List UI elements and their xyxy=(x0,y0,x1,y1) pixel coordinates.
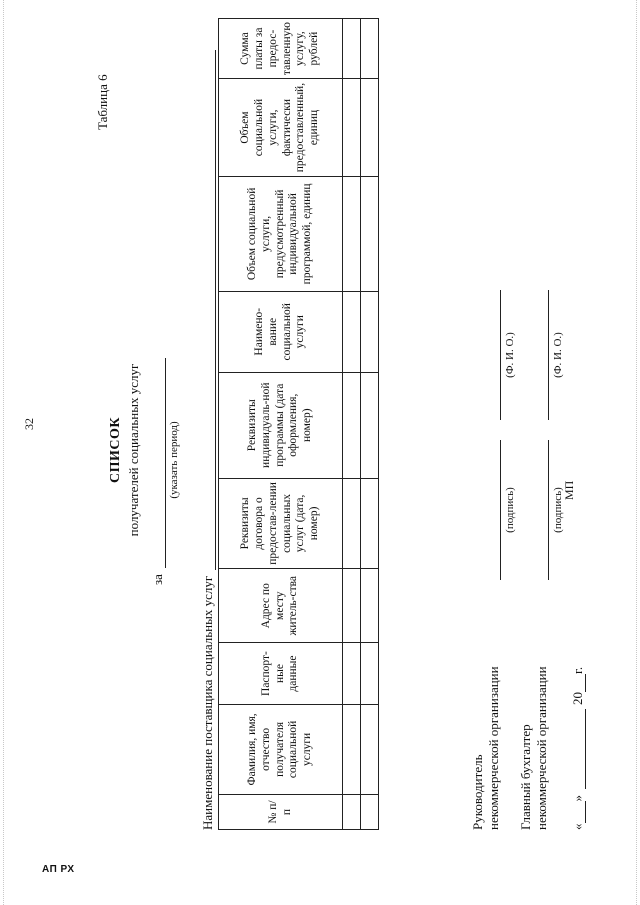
col-header-address: Адрес по месту житель-ства xyxy=(219,569,343,643)
accountant-name-caption: (Ф. И. О.) xyxy=(552,332,564,378)
table-header-row xyxy=(219,19,343,830)
scan-edge-left xyxy=(3,0,4,905)
accountant-signature-line xyxy=(548,440,549,580)
page-number: 32 xyxy=(22,418,36,430)
accountant-signature-caption: (подпись) xyxy=(552,487,564,533)
table-row xyxy=(343,19,361,830)
head-signature-row xyxy=(470,10,520,830)
signature-area xyxy=(460,10,600,830)
accountant-org-label: Главный бухгалтер некоммерческой организации xyxy=(518,666,549,830)
document-title: СПИСОК xyxy=(108,416,123,484)
date-day-line xyxy=(572,802,586,824)
period-row xyxy=(150,358,166,585)
rotated-landscape-content xyxy=(40,10,600,890)
table-label: Таблица 6 xyxy=(95,74,110,130)
head-name-line xyxy=(500,290,501,420)
date-close-quote: » xyxy=(570,795,585,802)
supplier-row xyxy=(200,50,216,830)
col-header-payment: Сумма платы за предос-тавленную услугу, рублей xyxy=(219,19,343,79)
col-header-service-name: Наимено-вание социальной услуги xyxy=(219,291,343,372)
head-name-caption: (Ф. И. О.) xyxy=(504,332,516,378)
period-prefix: за xyxy=(150,574,165,585)
table-row xyxy=(361,19,379,830)
col-header-full-name: Фамилия, имя, отчество получателя социальной услуги xyxy=(219,704,343,794)
date-year-prefix: 20 xyxy=(570,692,585,705)
col-header-program: Реквизиты индивидуаль-ной программы (дата оформления, номер) xyxy=(219,372,343,478)
head-signature-caption: (подпись) xyxy=(504,487,516,533)
period-hint: (указать период) xyxy=(168,421,180,499)
col-header-actual-volume: Объем социальной услуги, фактически предоставленный, единиц xyxy=(219,79,343,177)
accountant-signature-row xyxy=(518,10,568,830)
accountant-name-line xyxy=(548,290,549,420)
head-signature-line xyxy=(500,440,501,580)
supplier-blank-line xyxy=(202,50,216,570)
head-org-label: Руководитель некоммерческой организации xyxy=(470,666,501,830)
col-header-passport: Паспорт-ные данные xyxy=(219,643,343,704)
date-year-line xyxy=(572,674,586,692)
stamp-place-label: МП xyxy=(562,480,576,500)
date-year-suffix: г. xyxy=(570,666,585,674)
date-month-line xyxy=(572,709,586,789)
scan-edge-right xyxy=(636,0,637,905)
recipients-table xyxy=(218,18,379,830)
period-blank-line xyxy=(152,358,166,568)
date-open-quote: « xyxy=(570,823,585,830)
col-header-planned-volume: Объем социальной услуги, предусмотренный индивидуальной программой, единиц xyxy=(219,177,343,292)
col-header-number: № п/п xyxy=(219,795,343,830)
supplier-label: Наименование поставщика социальных услуг xyxy=(200,575,215,830)
date-row xyxy=(570,667,586,830)
document-subtitle: получателей социальных услуг xyxy=(126,363,141,537)
footer-mark: АП РХ xyxy=(42,864,75,875)
col-header-contract: Реквизиты договора о предостав-лении социальных услуг (дата, номер) xyxy=(219,478,343,568)
